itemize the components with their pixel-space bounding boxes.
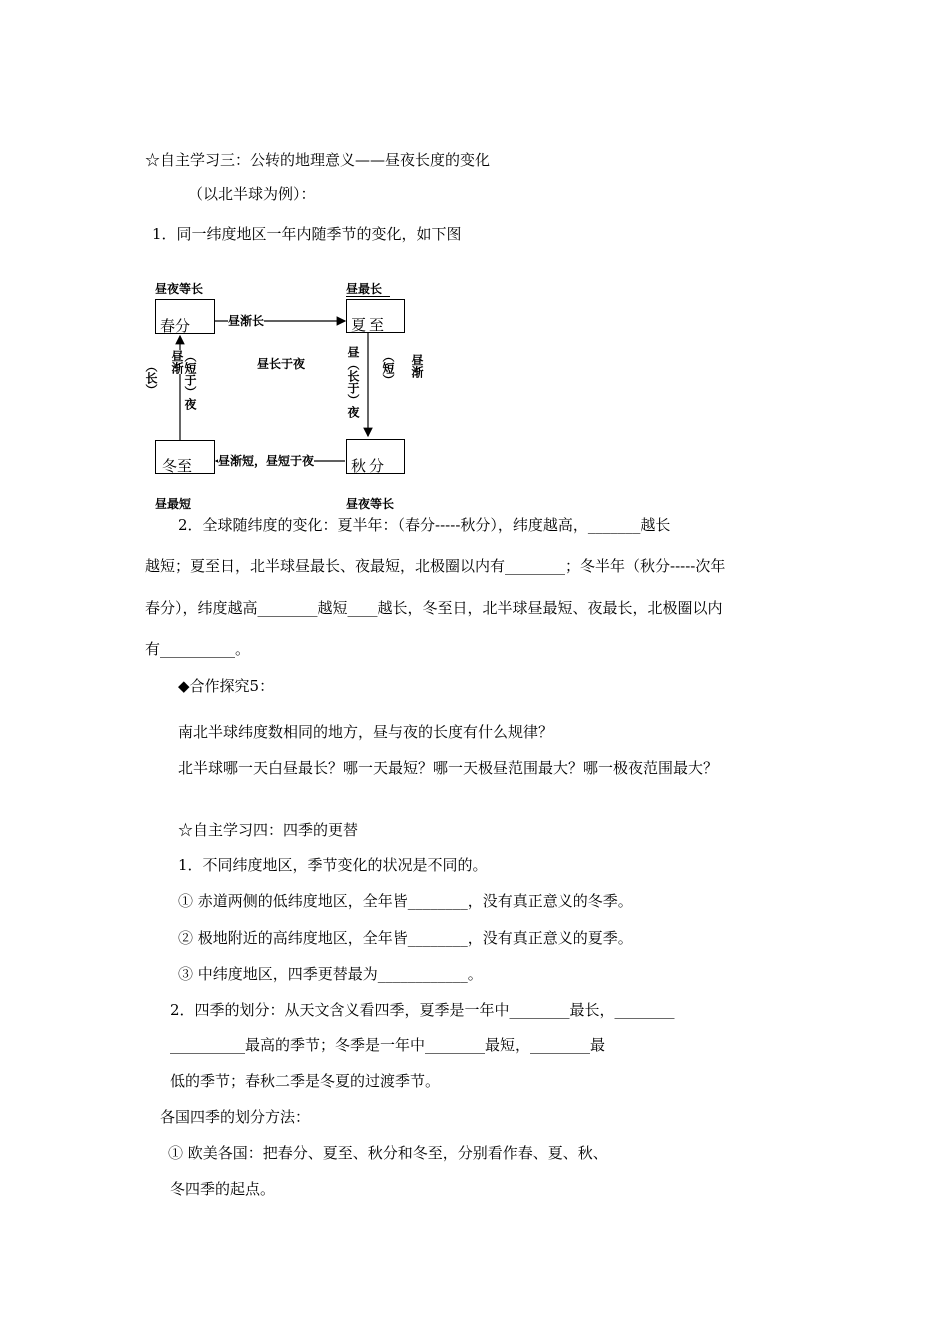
methods-title: 各国四季的划分方法： — [160, 1108, 311, 1126]
section4-item2-line3: 低的季节；春秋二季是冬夏的过渡季节。 — [170, 1072, 441, 1090]
spring-equinox-box — [155, 299, 215, 334]
coop-question-1: 南北半球纬度数相同的地方，昼与夜的长度有什么规律？ — [178, 723, 554, 741]
section3-title: ☆自主学习三：公转的地理意义——昼夜长度的变化 — [145, 151, 491, 169]
coop-title: ◆合作探究5： — [178, 677, 275, 695]
section4-item2-line2: __________最高的季节；冬季是一年中________最短，________最 — [170, 1036, 606, 1054]
left-column-b: （短于）夜 — [183, 350, 197, 410]
method1-line1: ① 欧美各国：把春分、夏至、秋分和冬至，分别看作春、夏、秋、 — [168, 1144, 608, 1162]
bottom-left-label: 昼最短 — [155, 497, 192, 511]
right-column-c: 昼渐 — [410, 354, 424, 378]
section4-sub2: ② 极地附近的高纬度地区，全年皆________，没有真正意义的夏季。 — [178, 929, 633, 947]
winter-solstice-label: 冬至 — [162, 457, 193, 475]
autumn-equinox-label: 秋分 — [351, 457, 388, 475]
bottom-arrow-label: 昼渐短，昼短于夜 — [218, 454, 315, 468]
method1-line2: 冬四季的起点。 — [170, 1180, 276, 1198]
top-arrow-label: 昼渐长 — [228, 314, 265, 328]
right-column-b: （短） — [381, 350, 395, 386]
item2-line2: 越短；夏至日，北半球昼最长、夜最短，北极圈以内有________；冬半年（秋分-----次年 — [145, 557, 726, 575]
section3-subtitle: （以北半球为例）： — [188, 185, 316, 203]
section4-sub1: ① 赤道两侧的低纬度地区，全年皆________，没有真正意义的冬季。 — [178, 892, 633, 910]
item2-line1: 2．全球随纬度的变化：夏半年：（春分-----秋分），纬度越高，_______越长 — [178, 516, 671, 534]
section4-title: ☆自主学习四：四季的更替 — [178, 821, 359, 839]
bottom-right-label: 昼夜等长 — [346, 497, 395, 511]
center-label: 昼长于夜 — [257, 357, 306, 371]
coop-question-2: 北半球哪一天白昼最长？哪一天最短？哪一天极昼范围最大？哪一极夜范围最大？ — [178, 759, 719, 777]
autumn-equinox-box — [346, 439, 405, 474]
item2-line4: 有__________。 — [145, 640, 251, 658]
right-column-a: 昼（长于）夜 — [346, 346, 360, 418]
top-right-label: 昼最长 — [346, 282, 390, 297]
left-outer-label: （长） — [144, 360, 158, 396]
section3-item1: 1．同一纬度地区一年内随季节的变化，如下图 — [152, 225, 462, 243]
section4-item1: 1．不同纬度地区，季节变化的状况是不同的。 — [178, 856, 488, 874]
left-column-a: 昼渐 — [170, 350, 184, 374]
winter-solstice-box — [155, 440, 215, 474]
item2-line3: 春分），纬度越高________越短____越长，冬至日，北半球昼最短、夜最长，北极圈以内 — [145, 599, 723, 617]
summer-solstice-box — [346, 299, 405, 333]
summer-solstice-label: 夏至 — [351, 316, 388, 334]
top-left-label: 昼夜等长 — [155, 282, 204, 296]
section4-sub3: ③ 中纬度地区，四季更替最为____________。 — [178, 965, 483, 983]
section4-item2-line1: 2．四季的划分：从天文含义看四季，夏季是一年中________最长，________ — [170, 1001, 675, 1019]
spring-equinox-label: 春分 — [160, 317, 191, 335]
